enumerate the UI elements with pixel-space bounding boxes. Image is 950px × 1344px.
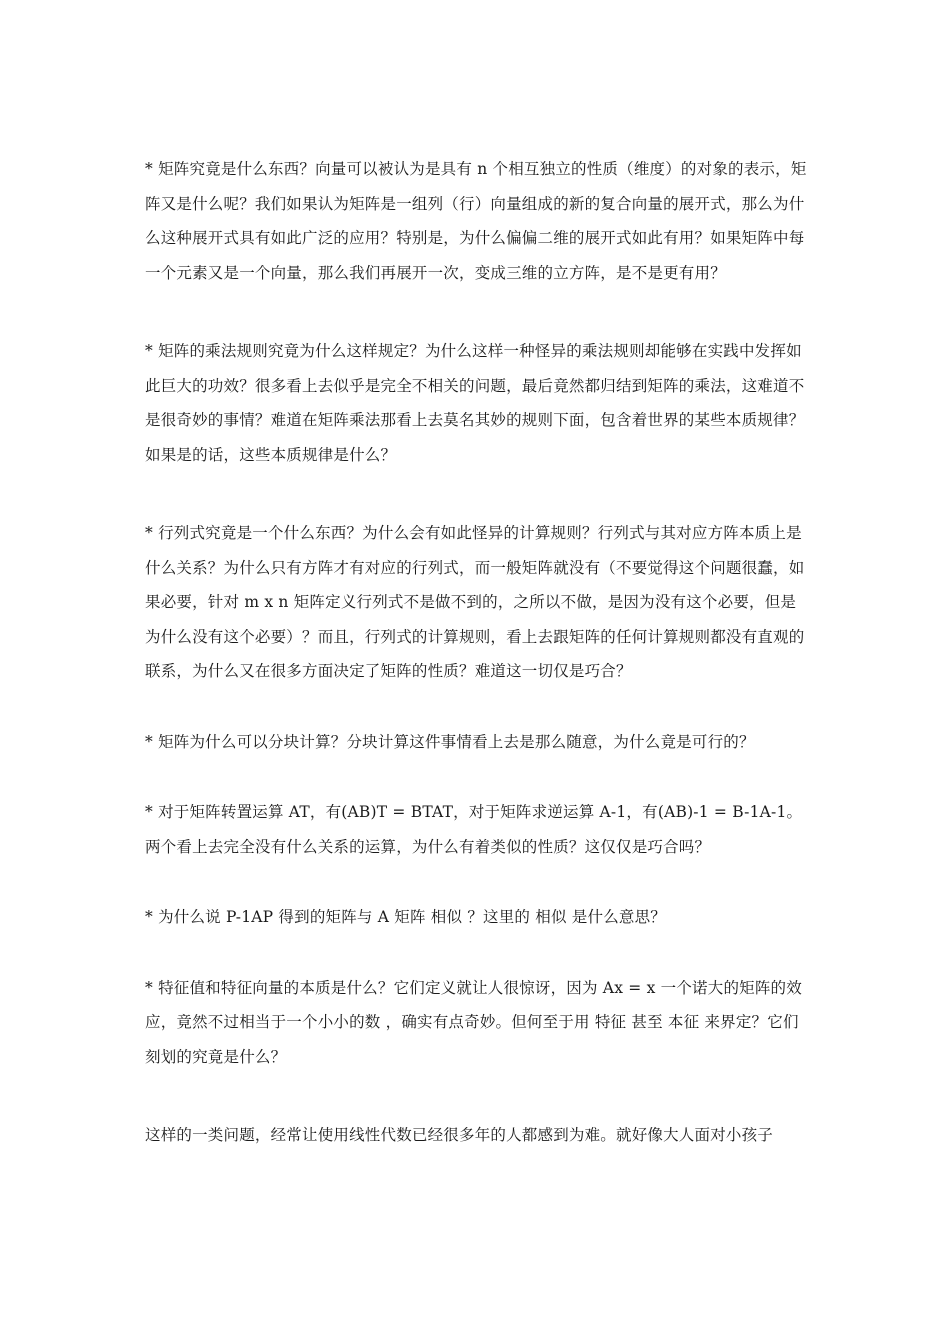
paragraph-conclusion: 这样的一类问题，经常让使用线性代数已经很多年的人都感到为难。就好像大人面对小孩子 [145, 1126, 774, 1144]
paragraph-transpose-inverse: * 对于矩阵转置运算 AT，有(AB)T = BTAT，对于矩阵求逆运算 A-1，有(AB)-1 = B-1A-1。两个看上去完全没有什么关系的运算，为什么有着类似的性质？这仅仅是巧合吗？ [145, 803, 803, 856]
paragraph-block-computation: * 矩阵为什么可以分块计算？分块计算这件事情看上去是那么随意，为什么竟是可行的？ [145, 732, 755, 751]
document-body [145, 152, 810, 1197]
paragraph-determinant: * 行列式究竟是一个什么东西？为什么会有如此怪异的计算规则？行列式与其对应方阵本质上是什么关系？为什么只有方阵才有对应的行列式，而一般矩阵就没有（不要觉得这个问题很蠢，如果必要，针对 m x n 矩阵定义行列式不是做不到的，之所以不做，是因为没有这个必要，但是为什么没有这个必要）？而且，行列式的计算规则，看上去跟矩阵的任何计算规则都没有直观的联系，为什么又在很多方面决定了矩阵的性质？难道这一切仅是巧合？ [145, 524, 805, 680]
paragraph-eigenvalues: * 特征值和特征向量的本质是什么？它们定义就让人很惊讶，因为 Ax = x 一个诺大的矩阵的效应，竟然不过相当于一个小小的数 ，确实有点奇妙。但何至于用 特征 甚至 本征 来界定？它们刻划的究竟是什么？ [145, 978, 802, 1066]
paragraph-matrix-multiplication: * 矩阵的乘法规则究竟为什么这样规定？为什么这样一种怪异的乘法规则却能够在实践中发挥如此巨大的功效？很多看上去似乎是完全不相关的问题，最后竟然都归结到矩阵的乘法，这难道不是很奇妙的事情？难道在矩阵乘法那看上去莫名其妙的规则下面，包含着世界的某些本质规律？如果是的话，这些本质规律是什么？ [145, 342, 805, 464]
paragraph-similarity: * 为什么说 P-1AP 得到的矩阵与 A 矩阵 相似 ？这里的 相似 是什么意思？ [145, 908, 666, 926]
paragraph-matrix-definition: * 矩阵究竟是什么东西？向量可以被认为是具有 n 个相互独立的性质（维度）的对象的表示，矩阵又是什么呢？我们如果认为矩阵是一组列（行）向量组成的新的复合向量的展开式，那么为什么这种展开式具有如此广泛的应用？特别是，为什么偏偏二维的展开式如此有用？如果矩阵中每一个元素又是一个向量，那么我们再展开一次，变成三维的立方阵，是不是更有用？ [145, 160, 807, 282]
